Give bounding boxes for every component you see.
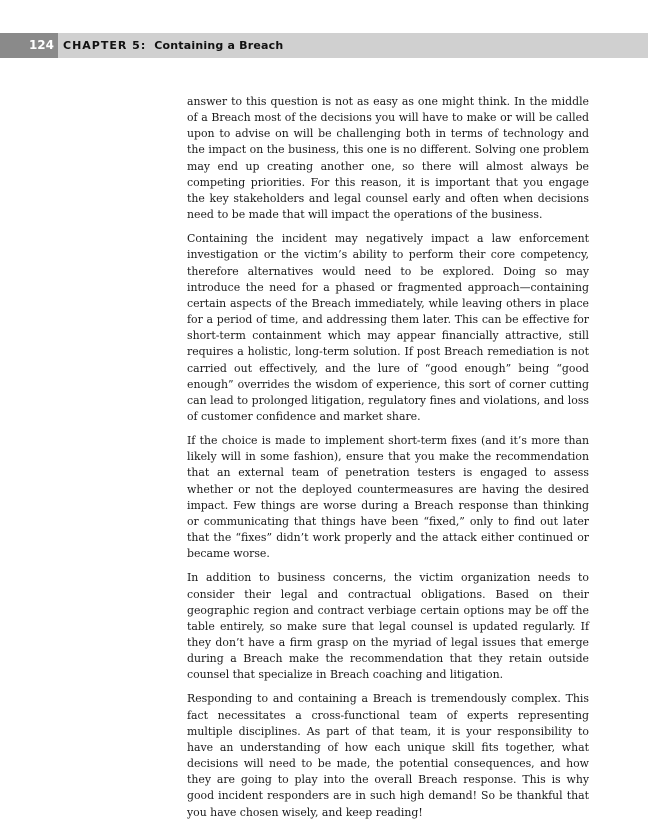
page-number: 124 [0,33,58,58]
chapter-label: CHAPTER 5: [63,39,147,52]
paragraph: answer to this question is not as easy as one might think. In the middle of a Breach most of the decisions you will have to make or will be called upon to advise on will be challenging both in terms of technology and the impact on the business, this one is no different. Solving one problem may end up creating another one, so there will almost always be competing priorities. For this reason, it is important that you engage the key stakeholders and legal counsel early and often when decisions need to be made that will impact the operations of the business. [187,95,589,222]
paragraph: Responding to and containing a Breach is tremendously complex. This fact necessitates a cross-functional team of experts representing multiple disciplines. As part of that team, it is your responsibility to have an understanding of how each unique skill fits together, what decisions will need to be made, the potential consequences, and how they are going to play into the overall Breach response. This is why good incident responders are in such high demand! So be thankful that you have chosen wisely, and keep reading! [187,692,589,819]
chapter-title: Containing a Breach [154,39,284,52]
paragraph: Containing the incident may negatively impact a law enforcement investigation or the victim’s ability to perform their core competency, therefore alternatives would need to be explored. Doing so may introduce the need for a phased or fragmented approach—containing certain aspects of the Breach immediately, while leaving others in place for a period of time, and addressing them later. This can be effective for short-term containment which may appear financially attractive, still requires a holistic, long-term solution. If post Breach remediation is not carried out effectively, and the lure of “good enough” being “good enough” overrides the wisdom of experience, this sort of corner cutting can lead to prolonged litigation, regulatory fines and violations, and loss of customer confidence and market share. [187,232,589,423]
paragraph: If the choice is made to implement short-term fixes (and it’s more than likely will in some fashion), ensure that you make the recommendation that an external team of penetration testers is engaged to assess whether or not the deployed countermeasures are having the desired impact. Few things are worse during a Breach response than thinking or communicating that things have been “fixed,” only to find out later that the “fixes” didn’t work properly and the attack either continued or became worse. [187,434,589,561]
body-text [187,94,589,829]
running-header [0,33,648,58]
chapter-heading [63,33,283,58]
paragraph: In addition to business concerns, the victim organization needs to consider their legal and contractual obligations. Based on their geographic region and contract verbiage certain options may be off the table entirely, so make sure that legal counsel is updated regularly. If they don’t have a firm grasp on the myriad of legal issues that emerge during a Breach make the recommendation that they retain outside counsel that specialize in Breach coaching and litigation. [187,571,589,682]
